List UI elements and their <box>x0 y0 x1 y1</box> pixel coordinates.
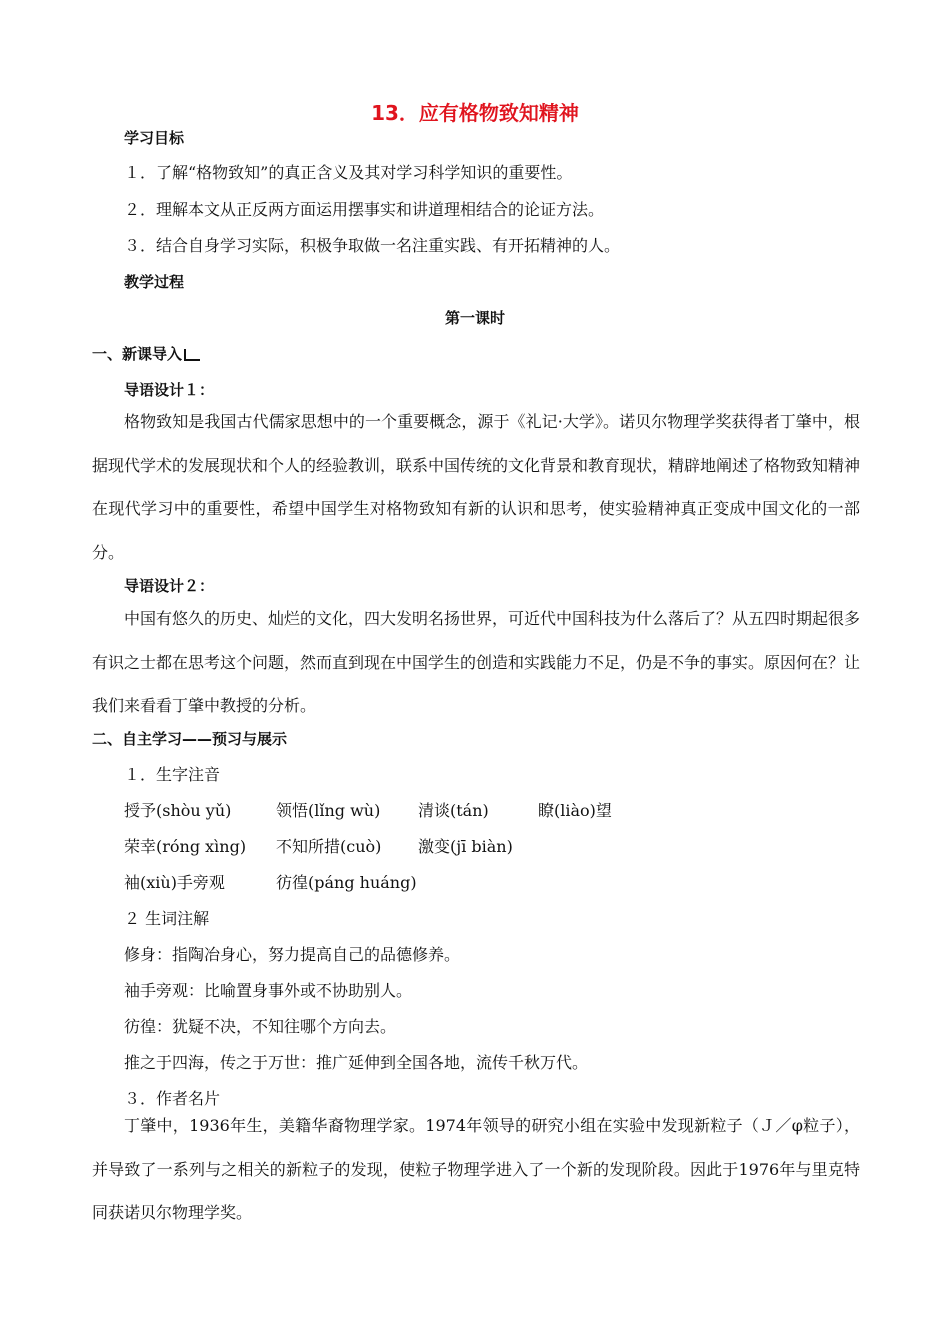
vocab-item: 彷徨：犹疑不决，不知往哪个方向去。 <box>124 1017 397 1036</box>
section1-heading-text: 一、新课导入 <box>92 345 183 363</box>
intro2-paragraph <box>92 597 860 728</box>
pinyin-entry: 领悟(lǐng wù) <box>276 801 381 820</box>
document-title: 13．应有格物致知精神 <box>371 101 579 125</box>
pinyin-entry: 不知所措(cuò) <box>276 837 382 856</box>
objectives-heading: 学习目标 <box>124 129 185 147</box>
text-cursor-icon <box>184 349 200 361</box>
section2-heading: 二、自主学习——预习与展示 <box>92 730 288 748</box>
author-heading: ３．作者名片 <box>124 1089 221 1108</box>
pinyin-entry: 授予(shòu yǔ) <box>124 801 232 820</box>
pinyin-entry: 清谈(tán) <box>418 801 489 820</box>
pinyin-row <box>124 801 612 821</box>
vocab-item: 袖手旁观：比喻置身事外或不协助别人。 <box>124 981 413 1000</box>
lesson-heading: 第一课时 <box>444 309 505 327</box>
intro2-text: 中国有悠久的历史、灿烂的文化，四大发明名扬世界，可近代中国科技为什么落后了？从五四时期起很多有识之士都在思考这个问题，然而直到现在中国学生的创造和实践能力不足，仍是不争的事实。原因何在？让我们来看看丁肇中教授的分析。 <box>92 609 861 715</box>
objective-item: １．了解“格物致知”的真正含义及其对学习科学知识的重要性。 <box>124 163 573 182</box>
vocab-heading: ２ 生词注解 <box>124 909 210 928</box>
author-paragraph <box>92 1104 860 1235</box>
objective-item: ３．结合自身学习实际，积极争取做一名注重实践、有开拓精神的人。 <box>124 236 621 255</box>
pinyin-entry: 激变(jī biàn) <box>418 837 513 856</box>
intro1-paragraph <box>92 400 860 574</box>
process-heading: 教学过程 <box>124 273 185 291</box>
intro1-heading: 导语设计１： <box>124 381 215 399</box>
vocab-item: 修身：指陶冶身心，努力提高自己的品德修养。 <box>124 945 461 964</box>
intro2-heading: 导语设计２： <box>124 577 215 595</box>
pinyin-row <box>124 873 417 893</box>
vocab-item: 推之于四海，传之于万世：推广延伸到全国各地，流传千秋万代。 <box>124 1053 589 1072</box>
pinyin-entry: 彷徨(páng huáng) <box>276 873 417 892</box>
pinyin-entry: 袖(xiù)手旁观 <box>124 873 225 892</box>
author-text: 丁肇中，1936年生，美籍华裔物理学家。1974年领导的研究小组在实验中发现新粒子（Ｊ／φ粒子），并导致了一系列与之相关的新粒子的发现，使粒子物理学进入了一个新的发现阶段。因此于1976年与里克特同获诺贝尔物理学奖。 <box>92 1116 860 1222</box>
objective-item: ２．理解本文从正反两方面运用摆事实和讲道理相结合的论证方法。 <box>124 200 605 219</box>
pinyin-heading: １．生字注音 <box>124 765 221 784</box>
pinyin-row <box>124 837 513 857</box>
pinyin-entry: 瞭(liào)望 <box>538 801 612 820</box>
intro1-text: 格物致知是我国古代儒家思想中的一个重要概念，源于《礼记·大学》。诺贝尔物理学奖获得者丁肇中，根据现代学术的发展现状和个人的经验教训，联系中国传统的文化背景和教育现状，精辟地阐述了格物致知精神在现代学习中的重要性，希望中国学生对格物致知有新的认识和思考，使实验精神真正变成中国文化的一部分。 <box>92 412 861 562</box>
pinyin-entry: 荣幸(róng xìng) <box>124 837 247 856</box>
section1-heading <box>92 344 200 364</box>
